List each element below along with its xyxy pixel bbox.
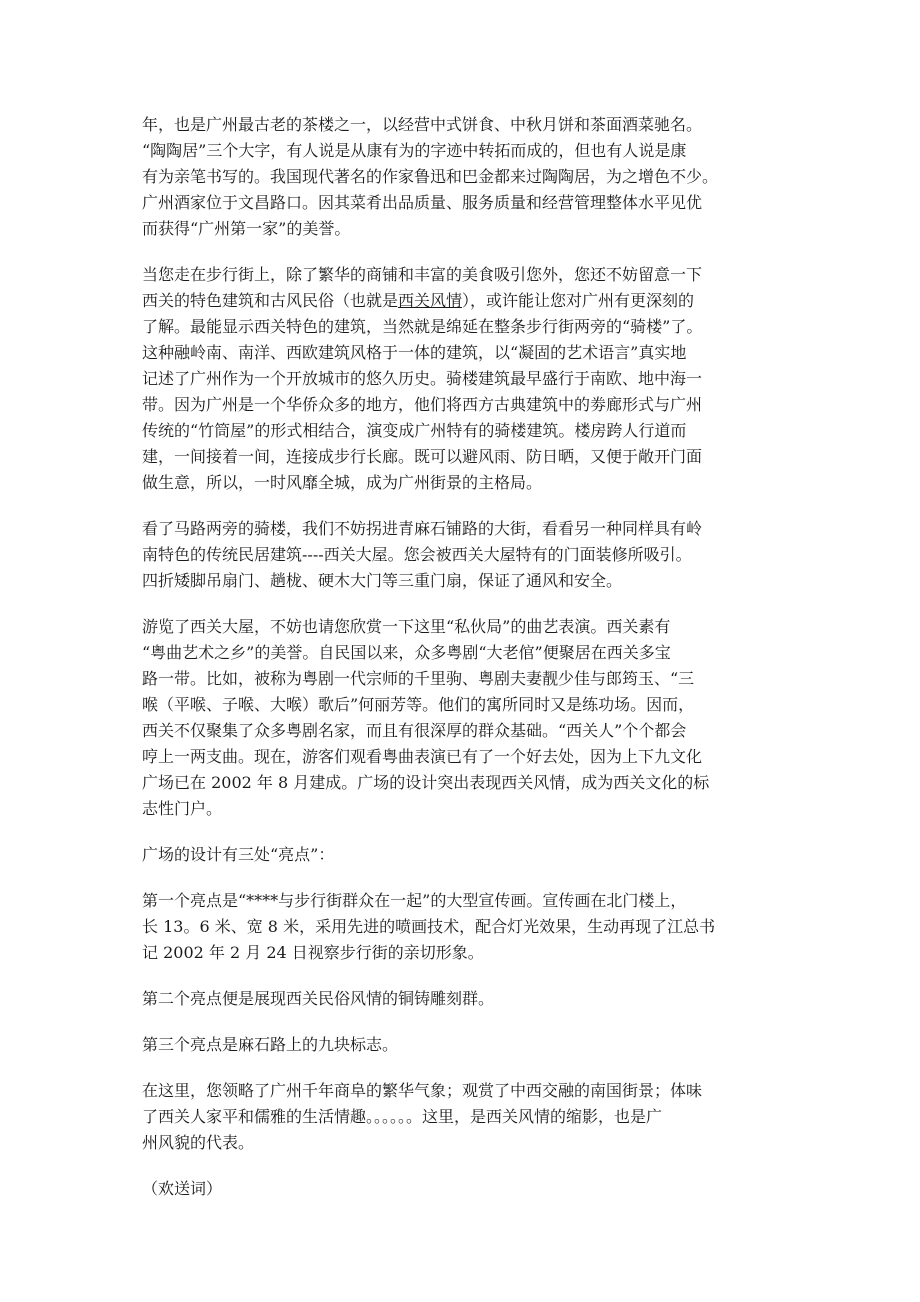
text-line: （欢送词） bbox=[142, 1179, 223, 1198]
text-line: 建，一间接着一间，连接成步行长廊。既可以避风雨、防日晒，又便于敞开门面 bbox=[142, 447, 703, 466]
text-line: 游览了西关大屋，不妨也请您欣赏一下这里“私伙局”的曲艺表演。西关素有 bbox=[142, 617, 671, 636]
paragraph-cantonese-opera bbox=[142, 614, 790, 822]
xiguan-style-link[interactable]: 西关风情 bbox=[398, 291, 463, 310]
text-line: 广场的设计有三处“亮点”： bbox=[142, 845, 335, 864]
text-fragment: ），或许能让您对广州有更深刻的 bbox=[462, 291, 695, 310]
text-line: 传统的“竹筒屋”的形式相结合，演变成广州特有的骑楼建筑。楼房跨人行道而 bbox=[142, 421, 687, 440]
text-line: 第一个亮点是“****与步行街群众在一起”的大型宣传画。宣传画在北门楼上， bbox=[142, 891, 687, 910]
paragraph-xiguan-house bbox=[142, 516, 790, 594]
text-line: 记 2002 年 2 月 24 日视察步行街的亲切形象。 bbox=[142, 943, 484, 962]
text-line: 了西关人家平和儒雅的生活情趣。。。。。。这里，是西关风情的缩影，也是广 bbox=[142, 1107, 663, 1126]
paragraph-highlights-intro bbox=[142, 842, 790, 868]
text-line: 而获得“广州第一家”的美誉。 bbox=[142, 219, 351, 238]
text-line: 了解。最能显示西关特色的建筑，当然就是绵延在整条步行街两旁的“骑楼”了。 bbox=[142, 317, 703, 336]
text-line: 年，也是广州最古老的茶楼之一，以经营中式饼食、中秋月饼和茶面酒菜驰名。 bbox=[142, 115, 703, 134]
document-body bbox=[142, 112, 790, 1222]
text-line: 喉（平喉、子喉、大喉）歌后”何丽芳等。他们的寓所同时又是练功场。因而， bbox=[142, 695, 695, 714]
text-line: 第二个亮点便是展现西关民俗风情的铜铸雕刻群。 bbox=[142, 989, 495, 1008]
paragraph-highlight-three bbox=[142, 1032, 790, 1058]
text-line: 做生意，所以，一时风靡全城，成为广州街景的主格局。 bbox=[142, 473, 543, 492]
text-fragment: 西关的特色建筑和古风民俗（也就是 bbox=[142, 291, 399, 310]
text-line: 哼上一两支曲。现在，游客们观看粤曲表演已有了一个好去处，因为上下九文化 bbox=[142, 747, 703, 766]
text-line: “陶陶居”三个大字，有人说是从康有为的字迹中转拓而成的，但也有人说是康 bbox=[142, 141, 687, 160]
paragraph-arcade-buildings bbox=[142, 262, 790, 496]
text-line: 四折矮脚吊扇门、趟栊、硬木大门等三重门扇，保证了通风和安全。 bbox=[142, 571, 623, 590]
text-line: 志性门户。 bbox=[142, 799, 223, 818]
text-line: 记述了广州作为一个开放城市的悠久历史。骑楼建筑最早盛行于南欧、地中海一 bbox=[142, 369, 703, 388]
text-line: 这种融岭南、南洋、西欧建筑风格于一体的建筑，以“凝固的艺术语言”真实地 bbox=[142, 343, 687, 362]
paragraph-teahouse bbox=[142, 112, 790, 242]
text-line: 看了马路两旁的骑楼，我们不妨拐进青麻石铺路的大街，看看另一种同样具有岭 bbox=[142, 519, 703, 538]
closing-note bbox=[142, 1176, 790, 1202]
text-line bbox=[142, 288, 790, 314]
text-line: 在这里，您领略了广州千年商阜的繁华气象；观赏了中西交融的南国街景；体味 bbox=[142, 1081, 703, 1100]
text-line: “粤曲艺术之乡”的美誉。自民国以来，众多粤剧“大老倌”便聚居在西关多宝 bbox=[142, 643, 671, 662]
text-line: 广州酒家位于文昌路口。因其菜肴出品质量、服务质量和经营管理整体水平见优 bbox=[142, 193, 703, 212]
paragraph-conclusion bbox=[142, 1078, 790, 1156]
text-line: 广场已在 2002 年 8 月建成。广场的设计突出表现西关风情，成为西关文化的标 bbox=[142, 773, 710, 792]
paragraph-highlight-two bbox=[142, 986, 790, 1012]
paragraph-highlight-one bbox=[142, 888, 790, 966]
text-line: 西关不仅聚集了众多粤剧名家，而且有很深厚的群众基础。“西关人”个个都会 bbox=[142, 721, 687, 740]
text-line: 州风貌的代表。 bbox=[142, 1133, 255, 1152]
text-line: 有为亲笔书写的。我国现代著名的作家鲁迅和巴金都来过陶陶居，为之增色不少。 bbox=[142, 167, 719, 186]
text-line: 路一带。比如，被称为粤剧一代宗师的千里驹、粤剧夫妻靓少佳与郎筠玉、“三 bbox=[142, 669, 695, 688]
text-line: 第三个亮点是麻石路上的九块标志。 bbox=[142, 1035, 399, 1054]
text-line: 带。因为广州是一个华侨众多的地方，他们将西方古典建筑中的劵廊形式与广州 bbox=[142, 395, 703, 414]
text-line: 当您走在步行街上，除了繁华的商铺和丰富的美食吸引您外，您还不妨留意一下 bbox=[142, 265, 703, 284]
text-line: 南特色的传统民居建筑----西关大屋。您会被西关大屋特有的门面装修所吸引。 bbox=[142, 545, 692, 564]
text-line: 长 13。6 米、宽 8 米，采用先进的喷画技术，配合灯光效果，生动再现了江总书 bbox=[142, 917, 716, 936]
